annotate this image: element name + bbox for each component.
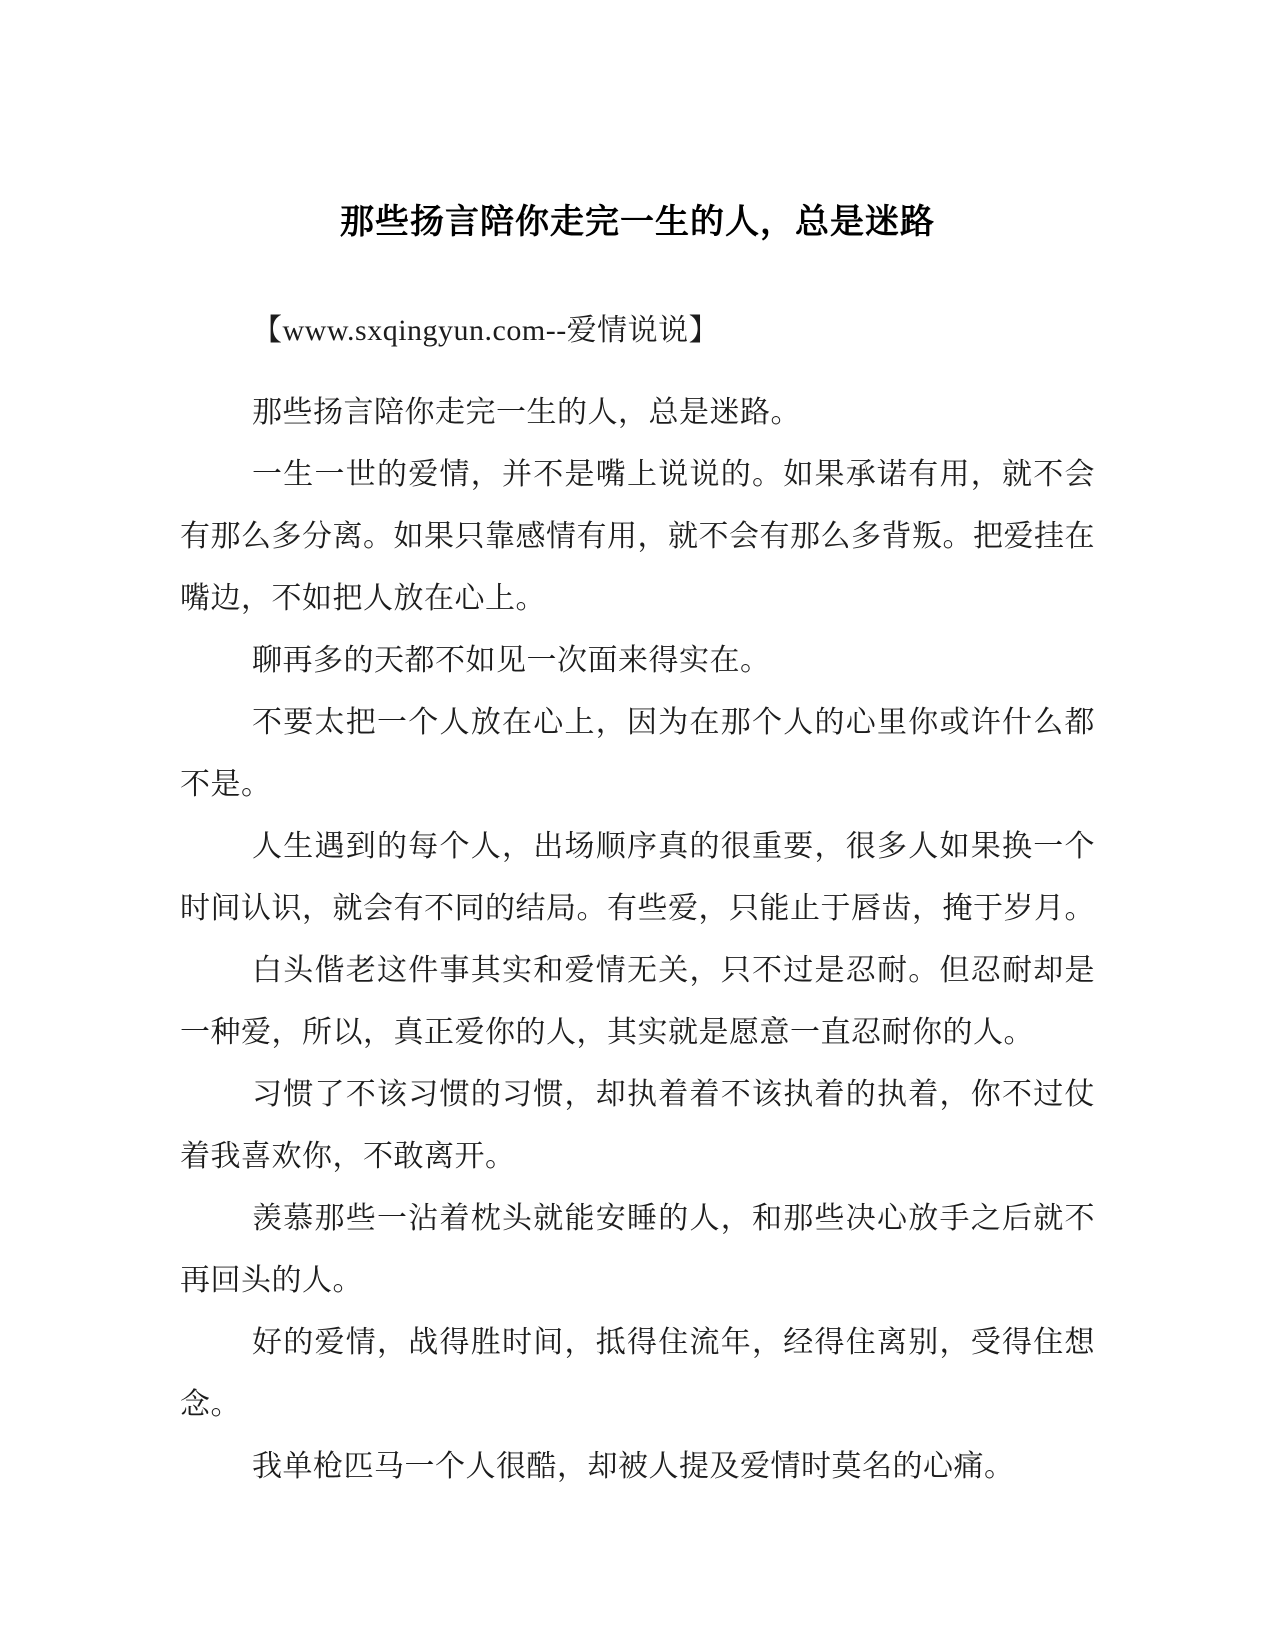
source-line: 【www.sxqingyun.com--爱情说说】 bbox=[252, 314, 720, 347]
body-paragraph: 羡慕那些一沾着枕头就能安睡的人，和那些决心放手之后就不再回头的人。 bbox=[180, 1202, 1095, 1297]
document-content bbox=[0, 200, 1275, 1498]
body-paragraph: 我单枪匹马一个人很酷，却被人提及爱情时莫名的心痛。 bbox=[252, 1450, 1015, 1483]
body-paragraph: 不要太把一个人放在心上，因为在那个人的心里你或许什么都不是。 bbox=[180, 706, 1095, 801]
body-paragraph: 聊再多的天都不如见一次面来得实在。 bbox=[252, 644, 771, 677]
body-paragraphs bbox=[180, 382, 1095, 1498]
page-title: 那些扬言陪你走完一生的人，总是迷路 bbox=[340, 203, 935, 241]
body-paragraph: 人生遇到的每个人，出场顺序真的很重要，很多人如果换一个时间认识，就会有不同的结局。有些爱，只能止于唇齿，掩于岁月。 bbox=[180, 830, 1095, 925]
body-paragraph: 习惯了不该习惯的习惯，却执着着不该执着的执着，你不过仗着我喜欢你，不敢离开。 bbox=[180, 1078, 1095, 1173]
body-paragraph: 好的爱情，战得胜时间，抵得住流年，经得住离别，受得住想念。 bbox=[180, 1326, 1095, 1421]
body-paragraph: 白头偕老这件事其实和爱情无关，只不过是忍耐。但忍耐却是一种爱，所以，真正爱你的人，其实就是愿意一直忍耐你的人。 bbox=[180, 954, 1095, 1049]
body-paragraph: 一生一世的爱情，并不是嘴上说说的。如果承诺有用，就不会有那么多分离。如果只靠感情有用，就不会有那么多背叛。把爱挂在嘴边，不如把人放在心上。 bbox=[180, 458, 1095, 615]
body-paragraph: 那些扬言陪你走完一生的人，总是迷路。 bbox=[252, 396, 801, 429]
